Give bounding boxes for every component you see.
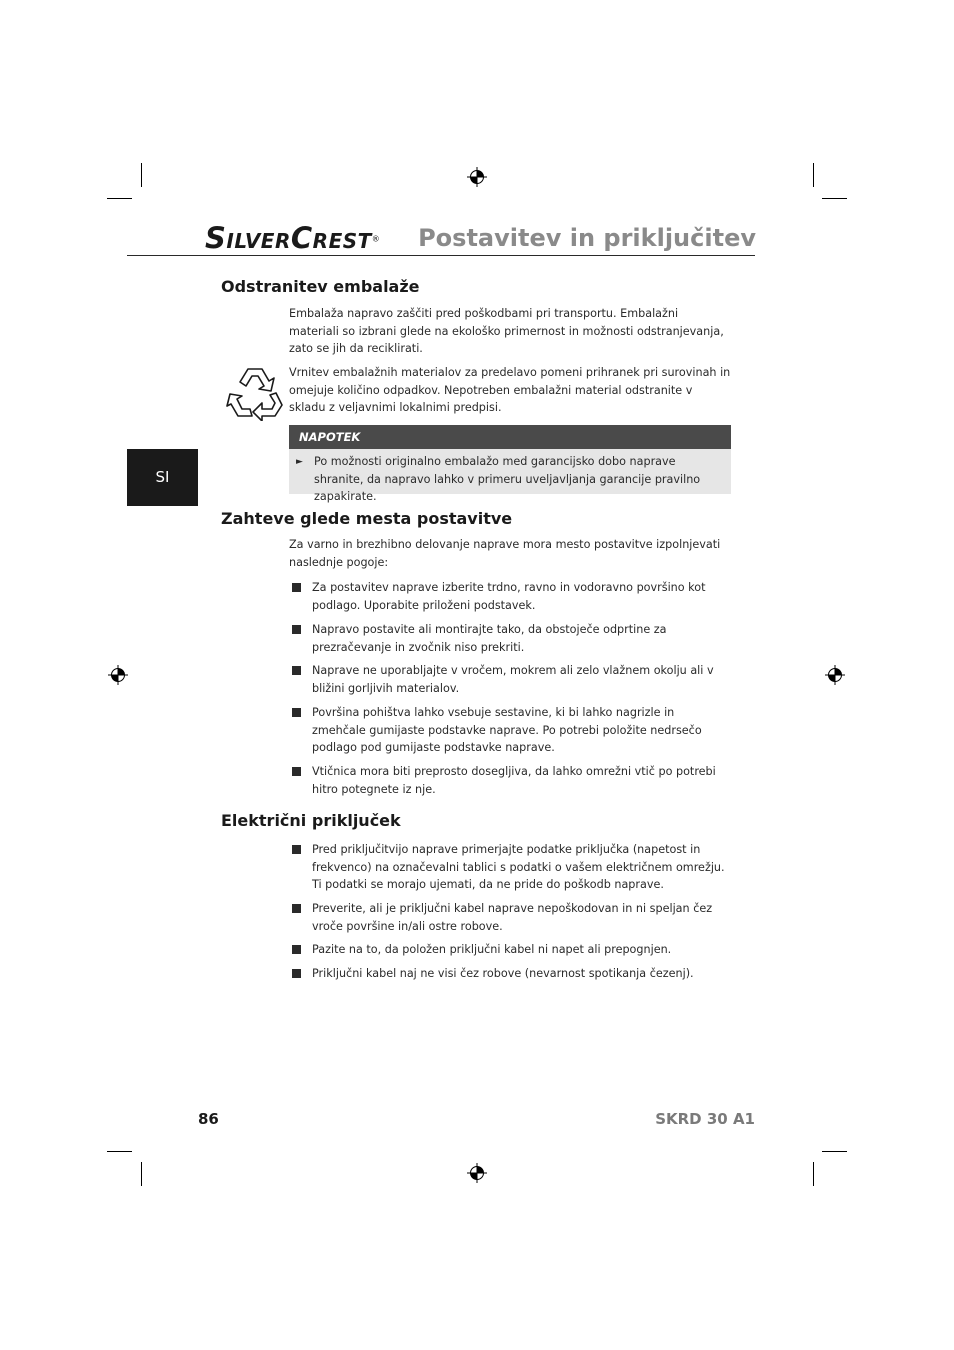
- list-item-text: Vtičnica mora biti preprosto dosegljiva, da lahko omrežni vtič po potrebi hitro potegnete iz nje.: [312, 765, 716, 796]
- logo-letters: ILVER: [226, 229, 291, 253]
- note-body: [289, 449, 731, 503]
- language-tab: SI: [127, 449, 198, 506]
- packaging-paragraph-2: Vrnitev embalažnih materialov za predelavo pomeni prihranek pri surovinah in omejuje količino odpadkov. Nepotreben embalažni material odstranite v skladu z veljavnimi lokalnimi predpisi.: [289, 366, 731, 414]
- square-bullet-icon: [292, 625, 301, 634]
- brand-logo: [205, 222, 380, 254]
- square-bullet-icon: [292, 708, 301, 717]
- title-divider: [127, 255, 755, 256]
- registered-mark: ®: [371, 234, 381, 244]
- section-heading-location: Zahteve glede mesta postavitve: [221, 509, 513, 528]
- page-title: Postavitev in priključitev: [418, 224, 756, 252]
- list-item-text: Naprave ne uporabljajte v vročem, mokrem ali zelo vlažnem okolju ali v bližini gorljivih materialov.: [312, 664, 714, 695]
- square-bullet-icon: [292, 767, 301, 776]
- list-item-text: Površina pohištva lahko vsebuje sestavine, ki bi lahko nagrizle in zmehčale gumijaste podstavke naprave. Po potrebi položite nedrsečo podlago pod gumijaste podstavke naprave.: [312, 706, 702, 754]
- arrow-bullet-icon: ►: [296, 457, 303, 467]
- crop-mark: [813, 1162, 814, 1186]
- crop-mark: [813, 163, 814, 187]
- square-bullet-icon: [292, 845, 301, 854]
- note-header: [289, 425, 731, 449]
- recycling-icon: [226, 365, 284, 421]
- note-text: Po možnosti originalno embalažo med garancijsko dobo naprave shranite, da napravo lahko v primeru uveljavljanja garancije pravilno zapakirate.: [314, 455, 701, 503]
- list-item-text: Za postavitev naprave izberite trdno, ravno in vodoravno površino kot podlago. Uporabite priloženi podstavek.: [312, 581, 706, 612]
- crop-mark: [141, 163, 142, 187]
- crop-mark: [107, 198, 132, 199]
- list-item-text: Pred priključitvijo naprave primerjajte podatke priključka (napetost in frekvenco) na označevalni tablici s podatki o vašem električnem omrežju. Ti podatki se morajo ujemati, da ne pride do poškodb naprave.: [312, 843, 725, 891]
- registration-mark-icon: [467, 1163, 487, 1183]
- registration-mark-icon: [108, 665, 128, 685]
- crop-mark: [141, 1162, 142, 1186]
- packaging-paragraph-1: Embalaža napravo zaščiti pred poškodbami pri transportu. Embalažni materiali so izbrani glede na ekološko primernost in možnosti odstranjevanja, zato se jih da reciklirati.: [289, 307, 724, 355]
- model-number: SKRD 30 A1: [655, 1110, 755, 1128]
- crop-mark: [822, 198, 847, 199]
- registration-mark-icon: [825, 665, 845, 685]
- logo-letters: REST: [312, 229, 372, 253]
- crop-mark: [822, 1151, 847, 1152]
- list-item-text: Preverite, ali je priključni kabel naprave nepoškodovan in ni speljan čez vroče površine in/ali ostre robove.: [312, 902, 713, 933]
- logo-letter: C: [290, 221, 313, 255]
- location-intro: Za varno in brezhibno delovanje naprave mora mesto postavitve izpolnjevati naslednje pogoje:: [289, 538, 721, 569]
- square-bullet-icon: [292, 945, 301, 954]
- list-item-text: Napravo postavite ali montirajte tako, da obstoječe odprtine za prezračevanje in zvočnik niso prekriti.: [312, 623, 667, 654]
- list-item-text: Priključni kabel naj ne visi čez robove (nevarnost spotikanja čezenj).: [312, 967, 694, 980]
- square-bullet-icon: [292, 969, 301, 978]
- square-bullet-icon: [292, 904, 301, 913]
- note-title: NAPOTEK: [299, 430, 361, 444]
- page-number: 86: [198, 1110, 219, 1128]
- registration-mark-icon: [467, 167, 487, 187]
- logo-letter: S: [205, 221, 227, 255]
- square-bullet-icon: [292, 666, 301, 675]
- section-heading-packaging: Odstranitev embalaže: [221, 277, 420, 296]
- crop-mark: [107, 1151, 132, 1152]
- square-bullet-icon: [292, 583, 301, 592]
- section-heading-electrical: Električni priključek: [221, 811, 401, 830]
- list-item-text: Pazite na to, da položen priključni kabel ni napet ali prepognjen.: [312, 943, 672, 956]
